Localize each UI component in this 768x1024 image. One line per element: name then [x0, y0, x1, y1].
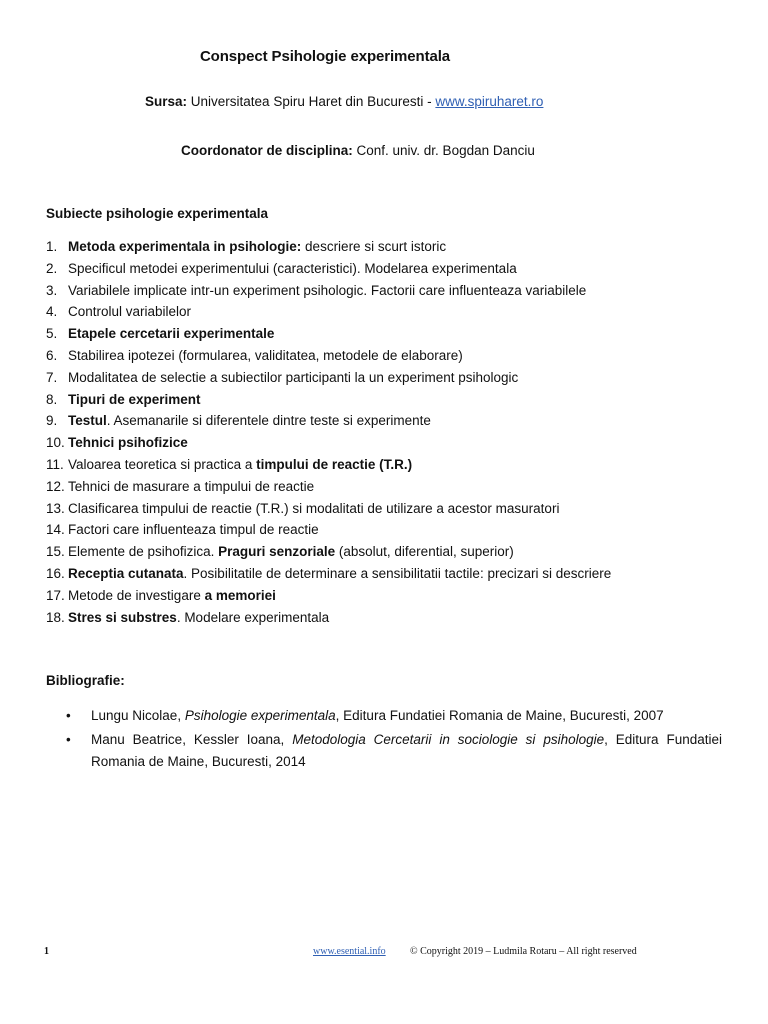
document-title — [0, 48, 768, 65]
list-item — [46, 476, 611, 498]
list-item-number: 6. — [46, 347, 58, 363]
list-item-text-segment: Tipuri de experiment — [68, 391, 201, 407]
list-item — [46, 541, 611, 563]
list-item-text-segment: Variabilele implicate intr-un experiment psihologic. Factorii care influenteaza variabilele — [68, 282, 587, 298]
list-item — [46, 454, 611, 476]
source-label: Sursa: — [145, 94, 188, 109]
list-item-text-segment: Praguri senzoriale — [218, 544, 336, 560]
list-item — [46, 432, 611, 454]
bibliography-text-segment: Lungu Nicolae, — [91, 708, 185, 723]
list-item-text-segment: Tehnici de masurare a timpului de reactie — [68, 478, 315, 494]
list-item — [46, 280, 611, 302]
list-item-text-segment: Stabilirea ipotezei (formularea, validitatea, metodele de elaborare) — [68, 347, 463, 363]
list-item-text-segment: Stres si substres — [68, 609, 177, 625]
list-item-text — [68, 370, 518, 385]
list-item — [46, 410, 611, 432]
list-item-text-segment: . Modelare experimentala — [176, 609, 330, 625]
list-item-text-segment: Testul — [68, 413, 107, 429]
coordinator-label: Coordonator de disciplina: — [181, 143, 353, 158]
list-item-number: 11. — [46, 456, 64, 472]
list-item — [46, 519, 611, 541]
list-item-number: 16. — [46, 565, 65, 581]
bibliography-text-segment: Psihologie experimentala — [184, 708, 336, 723]
source-line — [145, 94, 543, 109]
bullet-icon: • — [66, 708, 71, 723]
list-item-text-segment: Metoda experimentala in psihologie: — [68, 239, 302, 254]
list-item — [46, 607, 611, 629]
list-item-number: 10. — [46, 435, 65, 451]
list-item-text — [68, 283, 586, 298]
coordinator-text: Conf. univ. dr. Bogdan Danciu — [352, 143, 535, 158]
list-item-text — [68, 501, 559, 516]
list-item-text — [68, 304, 191, 319]
page-number: 1 — [44, 946, 49, 957]
source-link[interactable]: www.spiruharet.ro — [435, 94, 544, 109]
list-item-text-segment: Controlul variabilelor — [68, 304, 192, 320]
list-item-text — [68, 457, 412, 472]
list-item-number: 13. — [46, 500, 65, 516]
list-item-number: 15. — [46, 544, 65, 560]
list-item-number: 18. — [46, 609, 65, 625]
list-item-text — [68, 566, 611, 581]
list-item-number: 4. — [46, 304, 58, 320]
bibliography-text-continuation: Romania de Maine, Bucuresti, 2014 — [91, 754, 306, 769]
list-item-text — [68, 239, 446, 254]
list-item-number: 12. — [46, 478, 65, 494]
list-item — [46, 258, 611, 280]
list-item — [46, 301, 611, 323]
list-item-number: 14. — [46, 522, 65, 538]
list-item-number: 5. — [46, 326, 58, 342]
bibliography-list — [46, 705, 722, 775]
footer-link-text[interactable]: www.esential.info — [313, 946, 386, 957]
list-item-text-segment: Receptia cutanata — [68, 565, 184, 581]
list-item-text — [68, 261, 517, 276]
document-title-text: Conspect Psihologie experimentala — [199, 48, 451, 65]
list-item-text-segment: Valoarea teoretica si practica a — [68, 456, 257, 472]
list-item-text-segment: (absolut, diferential, superior) — [335, 544, 514, 560]
list-item-text — [68, 610, 329, 625]
bibliography-text-segment: Manu Beatrice, Kessler Ioana, — [91, 732, 293, 747]
list-item — [46, 563, 611, 585]
list-item-text-segment: descriere si scurt istoric — [301, 239, 447, 254]
list-item-text — [68, 479, 314, 494]
bibliography-text-segment: Metodologia Cercetarii in sociologie si psihologie — [292, 732, 605, 747]
list-item — [46, 498, 611, 520]
list-item — [46, 323, 611, 345]
list-item-text — [68, 588, 276, 603]
bibliography-text-segment: , Editura Fundatiei Romania de Maine, Bucuresti, 2007 — [335, 708, 664, 723]
list-item — [46, 345, 611, 367]
bibliography-text — [91, 729, 722, 751]
list-item-text-segment: a memoriei — [204, 587, 276, 603]
list-item-text — [68, 413, 431, 428]
coordinator-line — [181, 143, 535, 158]
list-item-text — [68, 435, 188, 450]
list-item-text-segment: Metode de investigare — [68, 587, 205, 603]
list-item — [46, 389, 611, 411]
list-item-text-segment: Tehnici psihofizice — [68, 435, 188, 451]
list-item-text-segment: Elemente de psihofizica. — [68, 544, 219, 560]
list-item-text — [68, 348, 463, 363]
list-item-number: 8. — [46, 391, 58, 407]
list-item-number: 9. — [46, 413, 58, 429]
list-item-text — [68, 522, 319, 537]
list-item-text-segment: . Posibilitatile de determinare a sensibilitatii tactile: precizari si descriere — [183, 565, 612, 581]
bullet-icon: • — [66, 732, 71, 747]
list-item — [46, 585, 611, 607]
bibliography-text — [91, 705, 722, 727]
list-item-text — [68, 544, 514, 559]
subjects-list — [46, 236, 611, 628]
list-item-text — [68, 326, 274, 341]
list-item-number: 1. — [46, 239, 58, 254]
list-item-text-segment: Factori care influenteaza timpul de reactie — [68, 522, 319, 538]
list-item-text-segment: Specificul metodei experimentului (caracteristici). Modelarea experimentala — [68, 260, 517, 276]
subjects-heading: Subiecte psihologie experimentala — [46, 206, 269, 221]
list-item-number: 3. — [46, 282, 58, 298]
source-text: Universitatea Spiru Haret din Bucuresti - — [187, 94, 436, 109]
list-item-text-segment: Clasificarea timpului de reactie (T.R.) si modalitati de utilizare a acestor masuratori — [68, 500, 560, 516]
list-item-number: 2. — [46, 260, 58, 276]
list-item-text-segment: Etapele cercetarii experimentale — [68, 326, 275, 342]
copyright-text: © Copyright 2019 – Ludmila Rotaru – All right reserved — [410, 946, 637, 957]
list-item — [46, 236, 611, 258]
list-item-number: 17. — [46, 587, 65, 603]
list-item-text-segment: . Asemanarile si diferentele dintre teste si experimente — [106, 413, 431, 429]
bibliography-text-segment: , Editura Fundatiei — [604, 732, 722, 747]
list-item-number: 7. — [46, 369, 58, 385]
footer-link[interactable] — [313, 946, 386, 957]
list-item — [46, 367, 611, 389]
bibliography-heading: Bibliografie: — [46, 673, 125, 688]
bibliography-item — [46, 729, 722, 773]
list-item-text-segment: Modalitatea de selectie a subiectilor participanti la un experiment psihologic — [68, 369, 519, 385]
list-item-text — [68, 392, 201, 407]
list-item-text-segment: timpului de reactie (T.R.) — [256, 456, 413, 472]
bibliography-item — [46, 705, 722, 727]
